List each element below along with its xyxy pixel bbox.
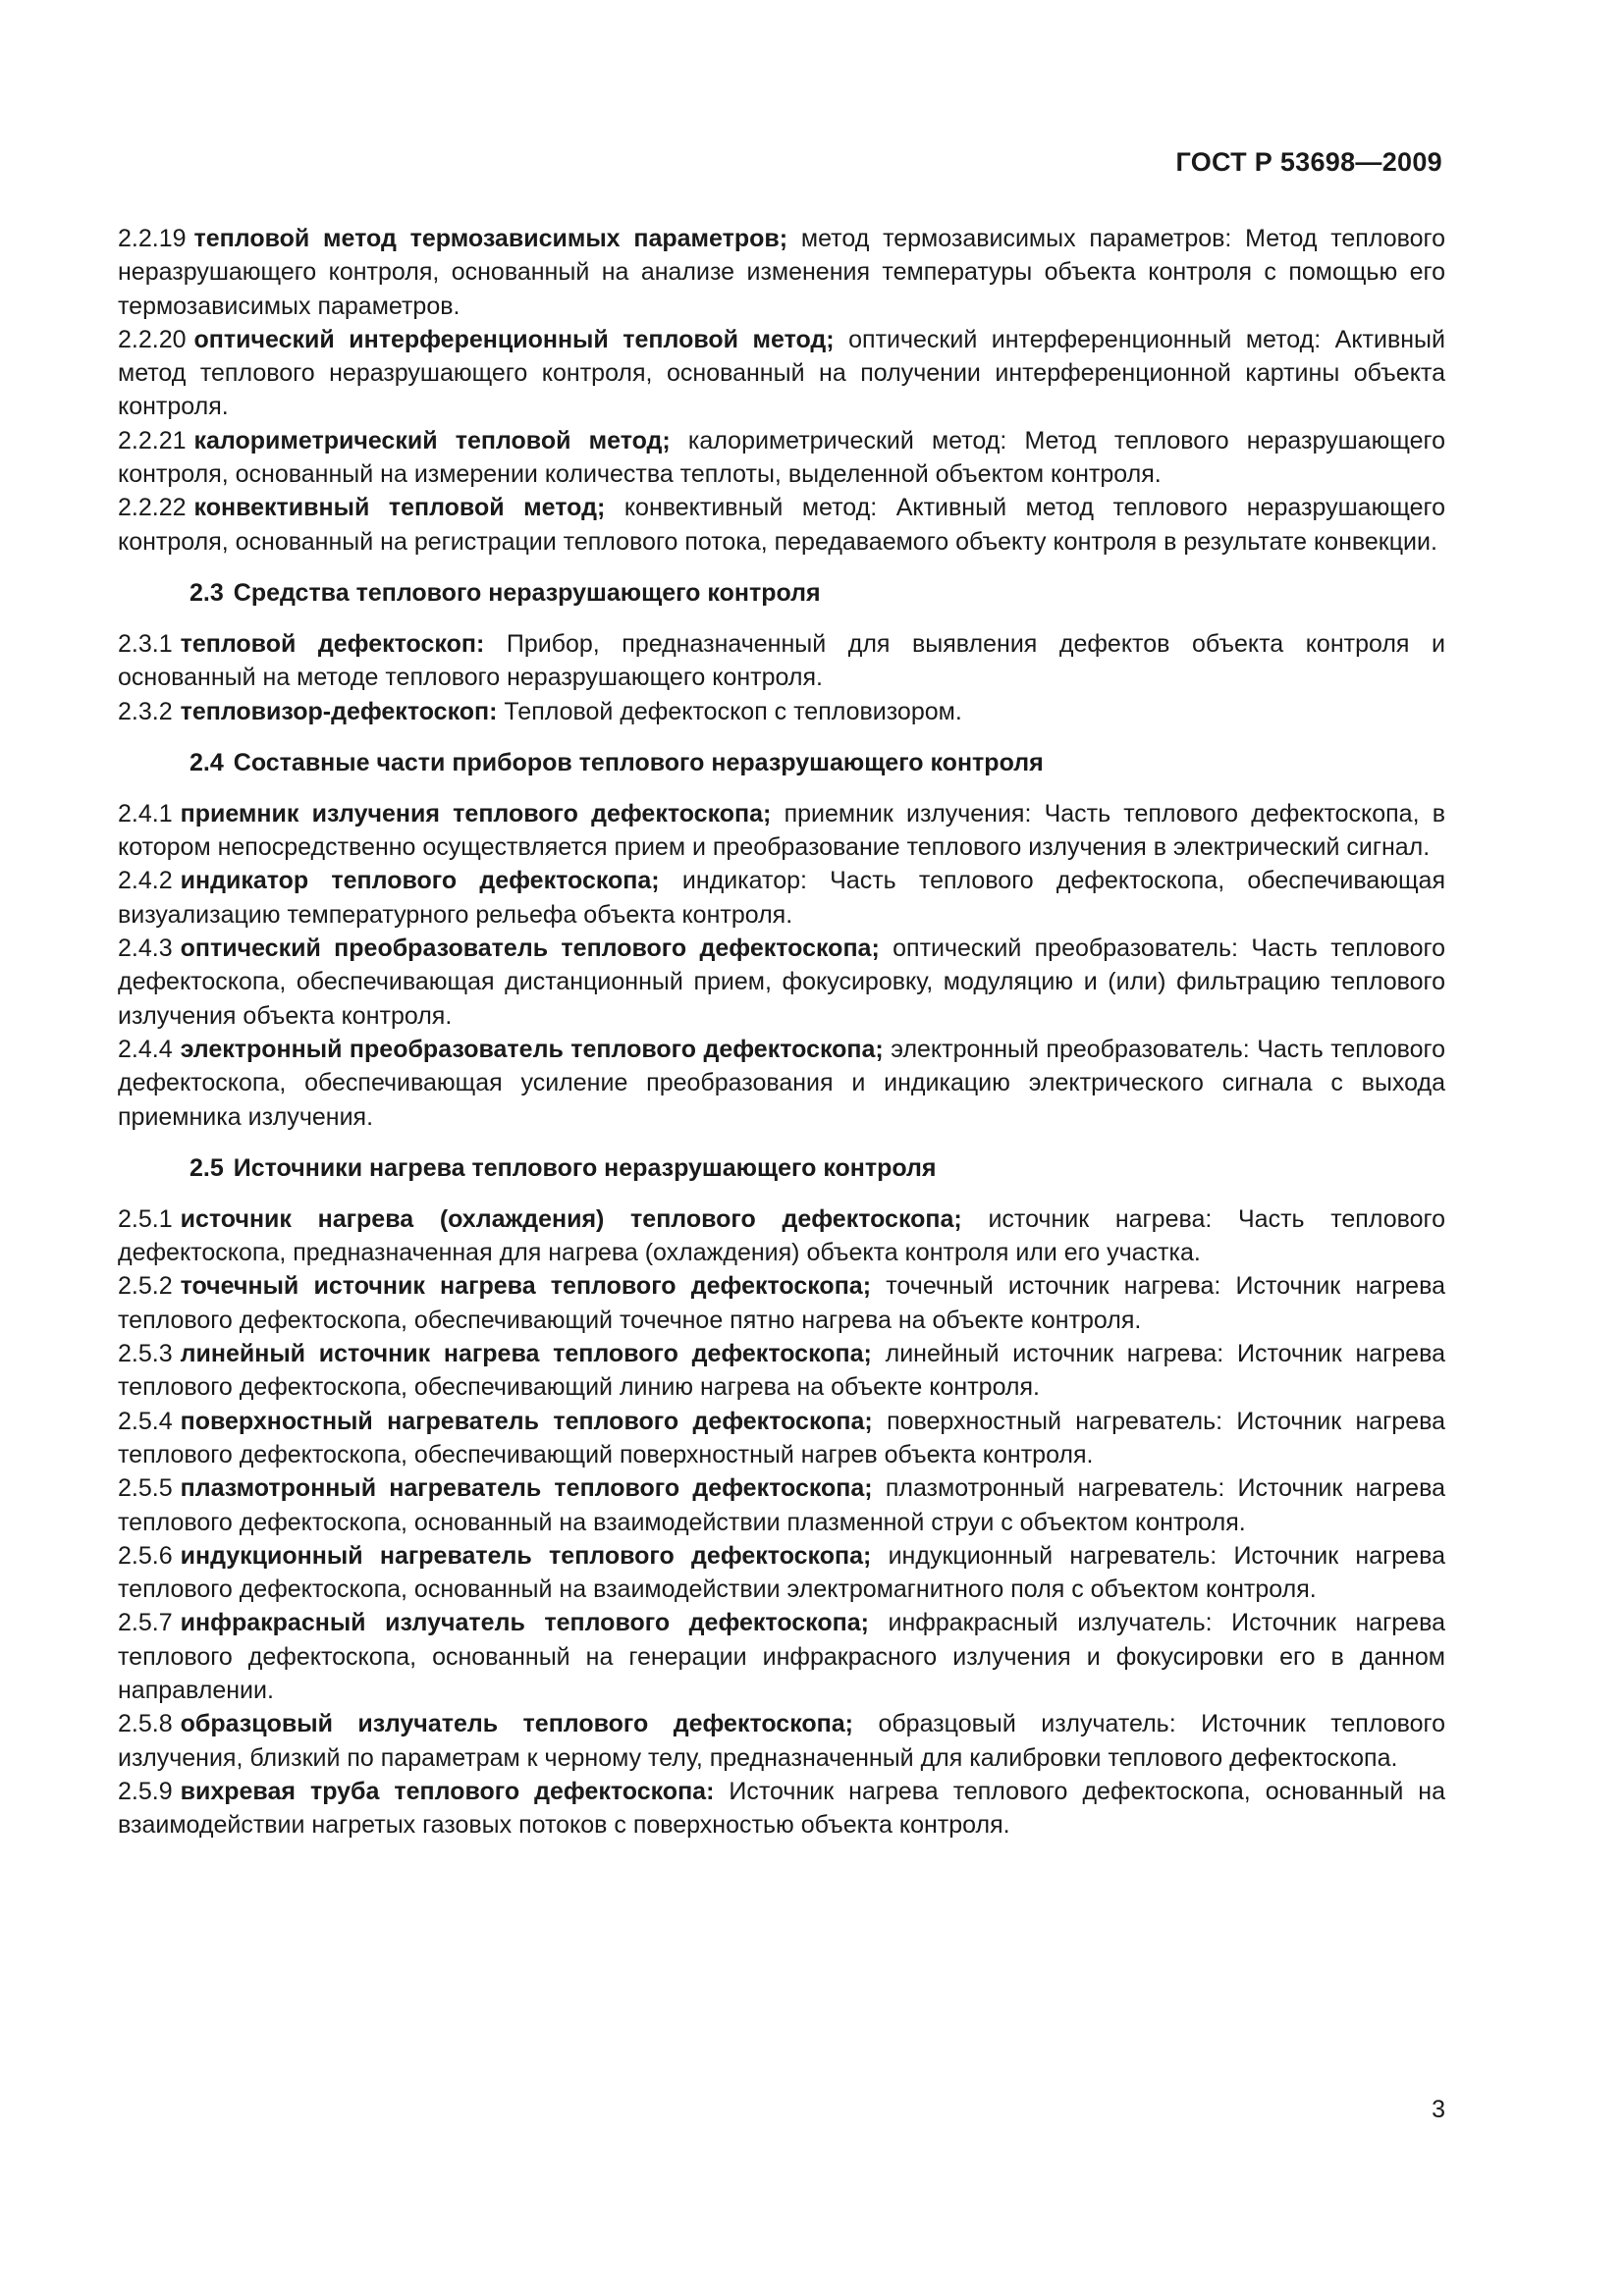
section-title: Составные части приборов теплового неразрушающего контроля bbox=[233, 748, 1044, 776]
entry-number: 2.5.5 bbox=[118, 1474, 173, 1503]
entry-number: 2.4.4 bbox=[118, 1035, 173, 1063]
section-number: 2.3 bbox=[189, 578, 224, 607]
entry-term: индикатор теплового дефектоскопа; bbox=[180, 867, 660, 895]
entry-number: 2.5.3 bbox=[118, 1340, 173, 1368]
document-code: ГОСТ Р 53698—2009 bbox=[1175, 147, 1442, 177]
entry-term: вихревая труба теплового дефектоскопа: bbox=[180, 1777, 715, 1805]
entry-number: 2.5.7 bbox=[118, 1609, 173, 1637]
entry-term: оптический преобразователь теплового дефектоскопа; bbox=[180, 934, 880, 963]
entry-definition: электронный преобразователь: Часть теплового дефектоскопа, обеспечивающая усиление преобразования и индикацию электрического сигнала с выхода приемника излучения. bbox=[118, 1035, 1445, 1131]
entry-definition: источник нагрева: Часть теплового дефектоскопа, предназначенная для нагрева (охлаждения) объекта контроля или его участка. bbox=[118, 1204, 1445, 1267]
term-entry bbox=[118, 424, 1445, 492]
term-entry bbox=[118, 864, 1445, 932]
entry-term: тепловизор-дефектоскоп: bbox=[180, 697, 498, 725]
section-heading bbox=[189, 1151, 1445, 1185]
term-entry bbox=[118, 222, 1445, 323]
entry-number: 2.3.1 bbox=[118, 629, 173, 658]
entry-definition: индукционный нагреватель: Источник нагрева теплового дефектоскопа, основанный на взаимодействии электромагнитного поля с объектом контроля. bbox=[118, 1541, 1445, 1604]
entry-definition: конвективный метод: Активный метод теплового неразрушающего контроля, основанный на регистрации теплового потока, передаваемого объекту контроля в результате конвекции. bbox=[118, 494, 1445, 556]
section-heading bbox=[189, 746, 1445, 779]
entry-number: 2.5.8 bbox=[118, 1710, 173, 1738]
entry-definition: точечный источник нагрева: Источник нагрева теплового дефектоскопа, обеспечивающий точечное пятно нагрева на объекте контроля. bbox=[118, 1272, 1445, 1334]
entry-definition: Прибор, предназначенный для выявления дефектов объекта контроля и основанный на методе теплового неразрушающего контроля. bbox=[118, 629, 1445, 692]
term-entry bbox=[118, 1033, 1445, 1134]
entry-number: 2.4.3 bbox=[118, 934, 173, 963]
entry-number: 2.2.22 bbox=[118, 494, 187, 522]
document-body bbox=[118, 222, 1445, 1842]
entry-term: индукционный нагреватель теплового дефектоскопа; bbox=[180, 1541, 872, 1570]
term-entry bbox=[118, 1269, 1445, 1337]
entry-number: 2.5.1 bbox=[118, 1204, 173, 1233]
entry-number: 2.4.2 bbox=[118, 867, 173, 895]
entry-number: 2.2.19 bbox=[118, 225, 187, 252]
term-entry bbox=[118, 1606, 1445, 1707]
term-entry bbox=[118, 1707, 1445, 1775]
entry-definition: плазмотронный нагреватель: Источник нагрева теплового дефектоскопа, основанный на взаимодействии плазменной струи с объектом контроля. bbox=[118, 1474, 1445, 1536]
term-entry bbox=[118, 1471, 1445, 1539]
entry-number: 2.4.1 bbox=[118, 799, 173, 828]
entry-term: электронный преобразователь теплового дефектоскопа; bbox=[180, 1035, 884, 1063]
entry-number: 2.5.4 bbox=[118, 1407, 173, 1435]
entry-definition: линейный источник нагрева: Источник нагрева теплового дефектоскопа, обеспечивающий линию нагрева на объекте контроля. bbox=[118, 1340, 1445, 1402]
entry-definition: оптический интерференционный метод: Активный метод теплового неразрушающего контроля, основанный на получении интерференционной картины объекта контроля. bbox=[118, 325, 1445, 421]
entry-term: тепловой метод термозависимых параметров; bbox=[193, 225, 788, 252]
entry-definition: приемник излучения: Часть теплового дефектоскопа, в котором непосредственно осуществляется прием и преобразование теплового излучения в электрический сигнал. bbox=[118, 799, 1445, 862]
entry-definition: Источник нагрева теплового дефектоскопа, основанный на взаимодействии нагретых газовых потоков с поверхностью объекта контроля. bbox=[118, 1777, 1445, 1840]
section-title: Источники нагрева теплового неразрушающего контроля bbox=[233, 1153, 937, 1182]
entry-definition: калориметрический метод: Метод теплового неразрушающего контроля, основанный на измерении количества теплоты, выделенной объектом контроля. bbox=[118, 426, 1445, 489]
entry-number: 2.5.9 bbox=[118, 1777, 173, 1805]
term-entry bbox=[118, 695, 1445, 728]
entry-term: оптический интерференционный тепловой метод; bbox=[193, 325, 835, 353]
term-entry bbox=[118, 1337, 1445, 1405]
term-entry bbox=[118, 1539, 1445, 1607]
term-entry bbox=[118, 1202, 1445, 1270]
term-entry bbox=[118, 1405, 1445, 1472]
entry-definition: метод термозависимых параметров: Метод теплового неразрушающего контроля, основанный на анализе изменения температуры объекта контроля с помощью его термозависимых параметров. bbox=[118, 225, 1445, 320]
term-entry bbox=[118, 932, 1445, 1033]
entry-term: точечный источник нагрева теплового дефектоскопа; bbox=[180, 1272, 872, 1301]
entry-term: образцовый излучатель теплового дефектоскопа; bbox=[180, 1710, 853, 1738]
entry-term: плазмотронный нагреватель теплового дефектоскопа; bbox=[180, 1474, 873, 1503]
term-entry bbox=[118, 1775, 1445, 1842]
entry-term: приемник излучения теплового дефектоскопа; bbox=[180, 799, 772, 828]
entry-definition: Тепловой дефектоскоп с тепловизором. bbox=[504, 697, 962, 725]
entry-number: 2.5.6 bbox=[118, 1541, 173, 1570]
section-title: Средства теплового неразрушающего контроля bbox=[233, 578, 821, 607]
entry-term: калориметрический тепловой метод; bbox=[193, 426, 671, 454]
entry-definition: оптический преобразователь: Часть теплового дефектоскопа, обеспечивающая дистанционный прием, фокусировку, модуляцию и (или) фильтрацию теплового излучения объекта контроля. bbox=[118, 934, 1445, 1030]
entry-number: 2.3.2 bbox=[118, 697, 173, 725]
entry-number: 2.2.21 bbox=[118, 426, 187, 454]
entry-number: 2.5.2 bbox=[118, 1272, 173, 1301]
entry-definition: поверхностный нагреватель: Источник нагрева теплового дефектоскопа, обеспечивающий поверхностный нагрев объекта контроля. bbox=[118, 1407, 1446, 1468]
entry-term: источник нагрева (охлаждения) теплового дефектоскопа; bbox=[180, 1204, 962, 1233]
page-number: 3 bbox=[1432, 2096, 1445, 2123]
entry-definition: инфракрасный излучатель: Источник нагрева теплового дефектоскопа, основанный на генерации инфракрасного излучения и фокусировки его в данном направлении. bbox=[118, 1609, 1445, 1704]
term-entry bbox=[118, 323, 1445, 424]
entry-term: конвективный тепловой метод; bbox=[193, 494, 606, 522]
section-number: 2.5 bbox=[189, 1153, 224, 1182]
entry-term: поверхностный нагреватель теплового дефектоскопа; bbox=[180, 1407, 873, 1435]
entry-term: линейный источник нагрева теплового дефектоскопа; bbox=[180, 1340, 872, 1368]
section-heading bbox=[189, 576, 1445, 610]
entry-number: 2.2.20 bbox=[118, 325, 187, 353]
term-entry bbox=[118, 797, 1445, 865]
entry-term: инфракрасный излучатель теплового дефектоскопа; bbox=[180, 1609, 869, 1637]
entry-term: тепловой дефектоскоп: bbox=[180, 629, 485, 658]
entry-definition: образцовый излучатель: Источник теплового излучения, близкий по параметрам к черному телу, предназначенный для калибровки теплового дефектоскопа. bbox=[118, 1710, 1445, 1772]
term-entry bbox=[118, 627, 1445, 695]
section-number: 2.4 bbox=[189, 748, 224, 776]
entry-definition: индикатор: Часть теплового дефектоскопа, обеспечивающая визуализацию температурного рельефа объекта контроля. bbox=[118, 867, 1445, 929]
term-entry bbox=[118, 491, 1445, 559]
